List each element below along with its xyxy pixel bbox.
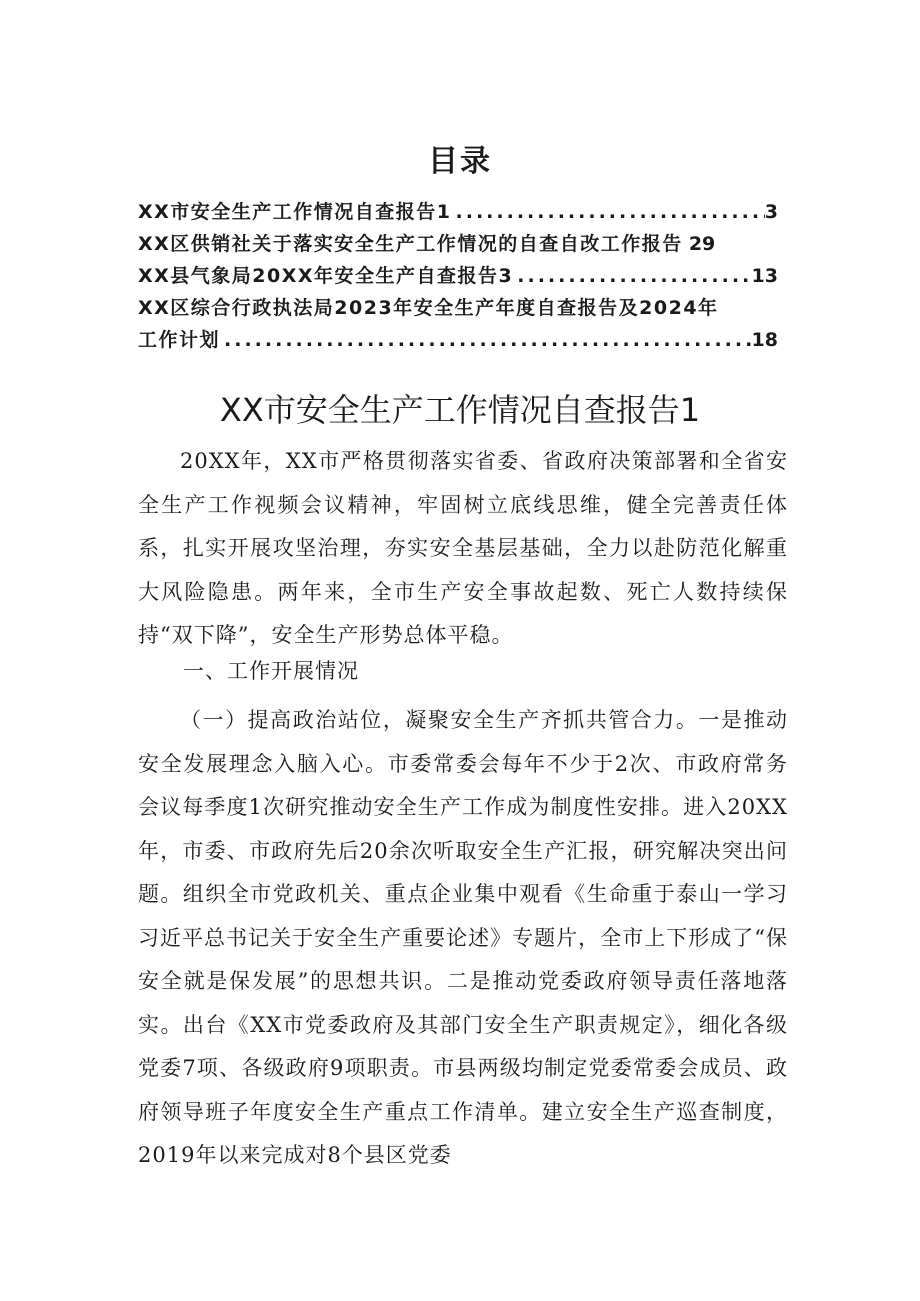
toc-entry-page: 18 — [751, 329, 778, 351]
body-paragraph — [138, 699, 788, 1178]
body-text: （一）提高政治站位，凝聚安全生产齐抓共管合力。一是推动安全发展理念入脑入心。市委常委会每年不少于2次、市政府常务会议每季度1次研究推动安全生产工作成为制度性安排。进入20XX年，市委、市政府先后20余次听取安全生产汇报，研究解决突出问题。组织全市党政机关、重点企业集中观看《生命重于泰山一学习习近平总书记关于安全生产重要论述》专题片，全市上下形成了“保安全就是保发展”的思想共识。二是推动党委政府领导责任落地落实。出台《XX市党委政府及其部门安全生产职责规定》，细化各级党委7项、各级政府9项职责。市县两级均制定党委常委会成员、政府领导班子年度安全生产重点工作清单。建立安全生产巡查制度，2019年以来完成对8个县区党委 — [138, 708, 788, 1167]
toc-entry[interactable] — [138, 260, 778, 292]
toc-title: 目录 — [428, 144, 492, 179]
table-of-contents — [138, 196, 778, 356]
toc-entry-page: 13 — [751, 265, 778, 287]
toc-entry-page: 3 — [764, 201, 778, 223]
intro-paragraph — [138, 440, 788, 658]
toc-entry-page: 29 — [688, 233, 716, 255]
toc-entry-text: XX市安全生产工作情况自查报告1 — [138, 201, 452, 223]
toc-entry-text: XX区供销社关于落实安全生产工作情况的自查自改工作报告 — [138, 233, 683, 255]
toc-entry[interactable] — [138, 292, 778, 324]
toc-entry[interactable] — [138, 228, 778, 260]
toc-entry[interactable] — [138, 196, 778, 228]
intro-text: 20XX年，XX市严格贯彻落实省委、省政府决策部署和全省安全生产工作视频会议精神，牢固树立底线思维，健全完善责任体系，扎实开展攻坚治理，夯实安全基层基础，全力以赴防范化解重大风险隐患。两年来，全市生产安全事故起数、死亡人数持续保持“双下降”，安全生产形势总体平稳。 — [138, 449, 788, 647]
toc-entry-continued[interactable] — [138, 324, 778, 356]
toc-entry-text: XX县气象局20XX年安全生产自查报告3 — [138, 265, 514, 287]
toc-leader-dots — [513, 260, 751, 292]
section-heading: 一、工作开展情况 — [183, 659, 359, 683]
toc-leader-dots — [452, 196, 765, 228]
toc-entry-text: 工作计划 — [138, 329, 221, 351]
toc-leader-dots — [220, 324, 752, 356]
toc-entry-text: XX区综合行政执法局2023年安全生产年度自查报告及2024年 — [138, 297, 719, 319]
document-title: XX市安全生产工作情况自查报告1 — [219, 391, 701, 429]
